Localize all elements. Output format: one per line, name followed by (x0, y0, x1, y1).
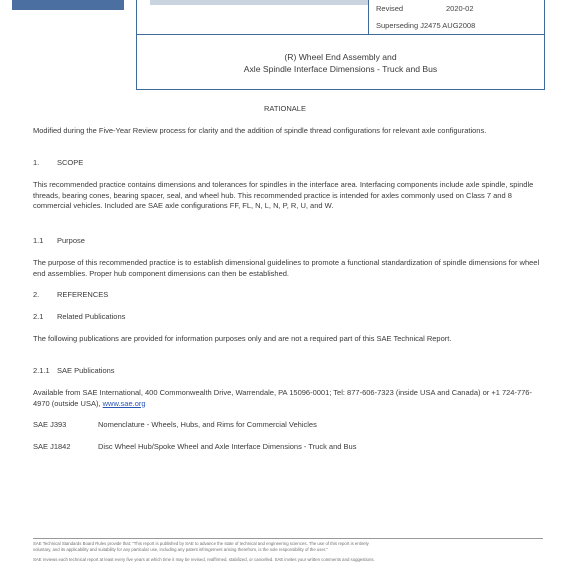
references-title: REFERENCES (57, 290, 109, 299)
reference-code-j1842: SAE J1842 (33, 442, 71, 451)
scope-heading (33, 158, 83, 169)
purpose-text: The purpose of this recommended practice is to establish dimensional guidelines to promote a functional standardization of spindle dimensions for wheel end assemblies. Proper hub component dimensions can then be established. (33, 258, 540, 278)
footer-line-2: voluntary, and its applicability and suitability for any particular use, including any patent infringement arising therefrom, is the sole responsibility of the user." (33, 547, 328, 552)
revised-date: 2020-02 (446, 4, 474, 13)
related-publications-text: The following publications are provided for information purposes only and are not a required part of this SAE Technical Report. (33, 334, 452, 343)
scope-text: This recommended practice contains dimensions and tolerances for spindles in the interface area. Interfacing components include axle spindle, spindle threads, bearing cones, bearing spacer, seal, and wheel hub. This recommended practice is intended for axles commonly used on Class 7 and 8 commercial vehicles. Included are SAE axle configurations FF, FL, N, L, N, P, R, U, and W. (33, 180, 534, 210)
sae-publications-number: 2.1.1 (33, 366, 50, 375)
purpose-heading (33, 236, 85, 247)
header-logo-bar (12, 0, 124, 10)
header-divider-horizontal (136, 34, 545, 35)
footer-line-3: SAE reviews each technical report at least every five years at which time it may be revised, reaffirmed, stabilized, or cancelled. SAE invites your written comments and suggestions. (33, 557, 375, 562)
purpose-number: 1.1 (33, 236, 44, 245)
sae-publications-text (33, 388, 543, 409)
superseding-label: Superseding J2475 AUG2008 (376, 21, 476, 30)
scope-number: 1. (33, 158, 40, 167)
reference-title-j1842: Disc Wheel Hub/Spoke Wheel and Axle Interface Dimensions - Truck and Bus (98, 442, 357, 451)
sae-publications-heading (33, 366, 115, 377)
rationale-heading: RATIONALE (264, 104, 306, 113)
sae-publications-title: SAE Publications (57, 366, 115, 375)
footer-line-1: SAE Technical Standards Board Rules provide that: "This report is published by SAE to advance the state of technical and engineering sciences. The use of this report is entirely (33, 541, 369, 546)
related-publications-title: Related Publications (57, 312, 126, 321)
document-title-line-1: (R) Wheel End Assembly and (284, 52, 397, 62)
reference-title-j393: Nomenclature - Wheels, Hubs, and Rims for Commercial Vehicles (98, 420, 317, 429)
scope-title: SCOPE (57, 158, 84, 167)
related-publications-heading (33, 312, 125, 323)
header-title-bar (150, 0, 368, 5)
purpose-title: Purpose (57, 236, 85, 245)
document-title-line-2: Axle Spindle Interface Dimensions - Truck and Bus (243, 64, 438, 74)
header-divider-vertical (368, 0, 369, 35)
sae-website-link[interactable]: www.sae.org (102, 398, 146, 408)
rationale-text: Modified during the Five-Year Review process for clarity and the addition of spindle thread configurations for relevant axle configurations. (33, 126, 487, 135)
sae-availability-text: Available from SAE International, 400 Commonwealth Drive, Warrendale, PA 15096-0001; Tel: 877-606-7323 (inside USA and Canada) or +1 724-776-4970 (outside USA), (33, 388, 532, 408)
references-number: 2. (33, 290, 40, 299)
document-header-box (136, 0, 545, 90)
related-publications-number: 2.1 (33, 312, 44, 321)
footer-divider (33, 538, 543, 539)
references-heading (33, 290, 108, 301)
reference-code-j393: SAE J393 (33, 420, 67, 429)
revised-label: Revised (376, 4, 404, 13)
